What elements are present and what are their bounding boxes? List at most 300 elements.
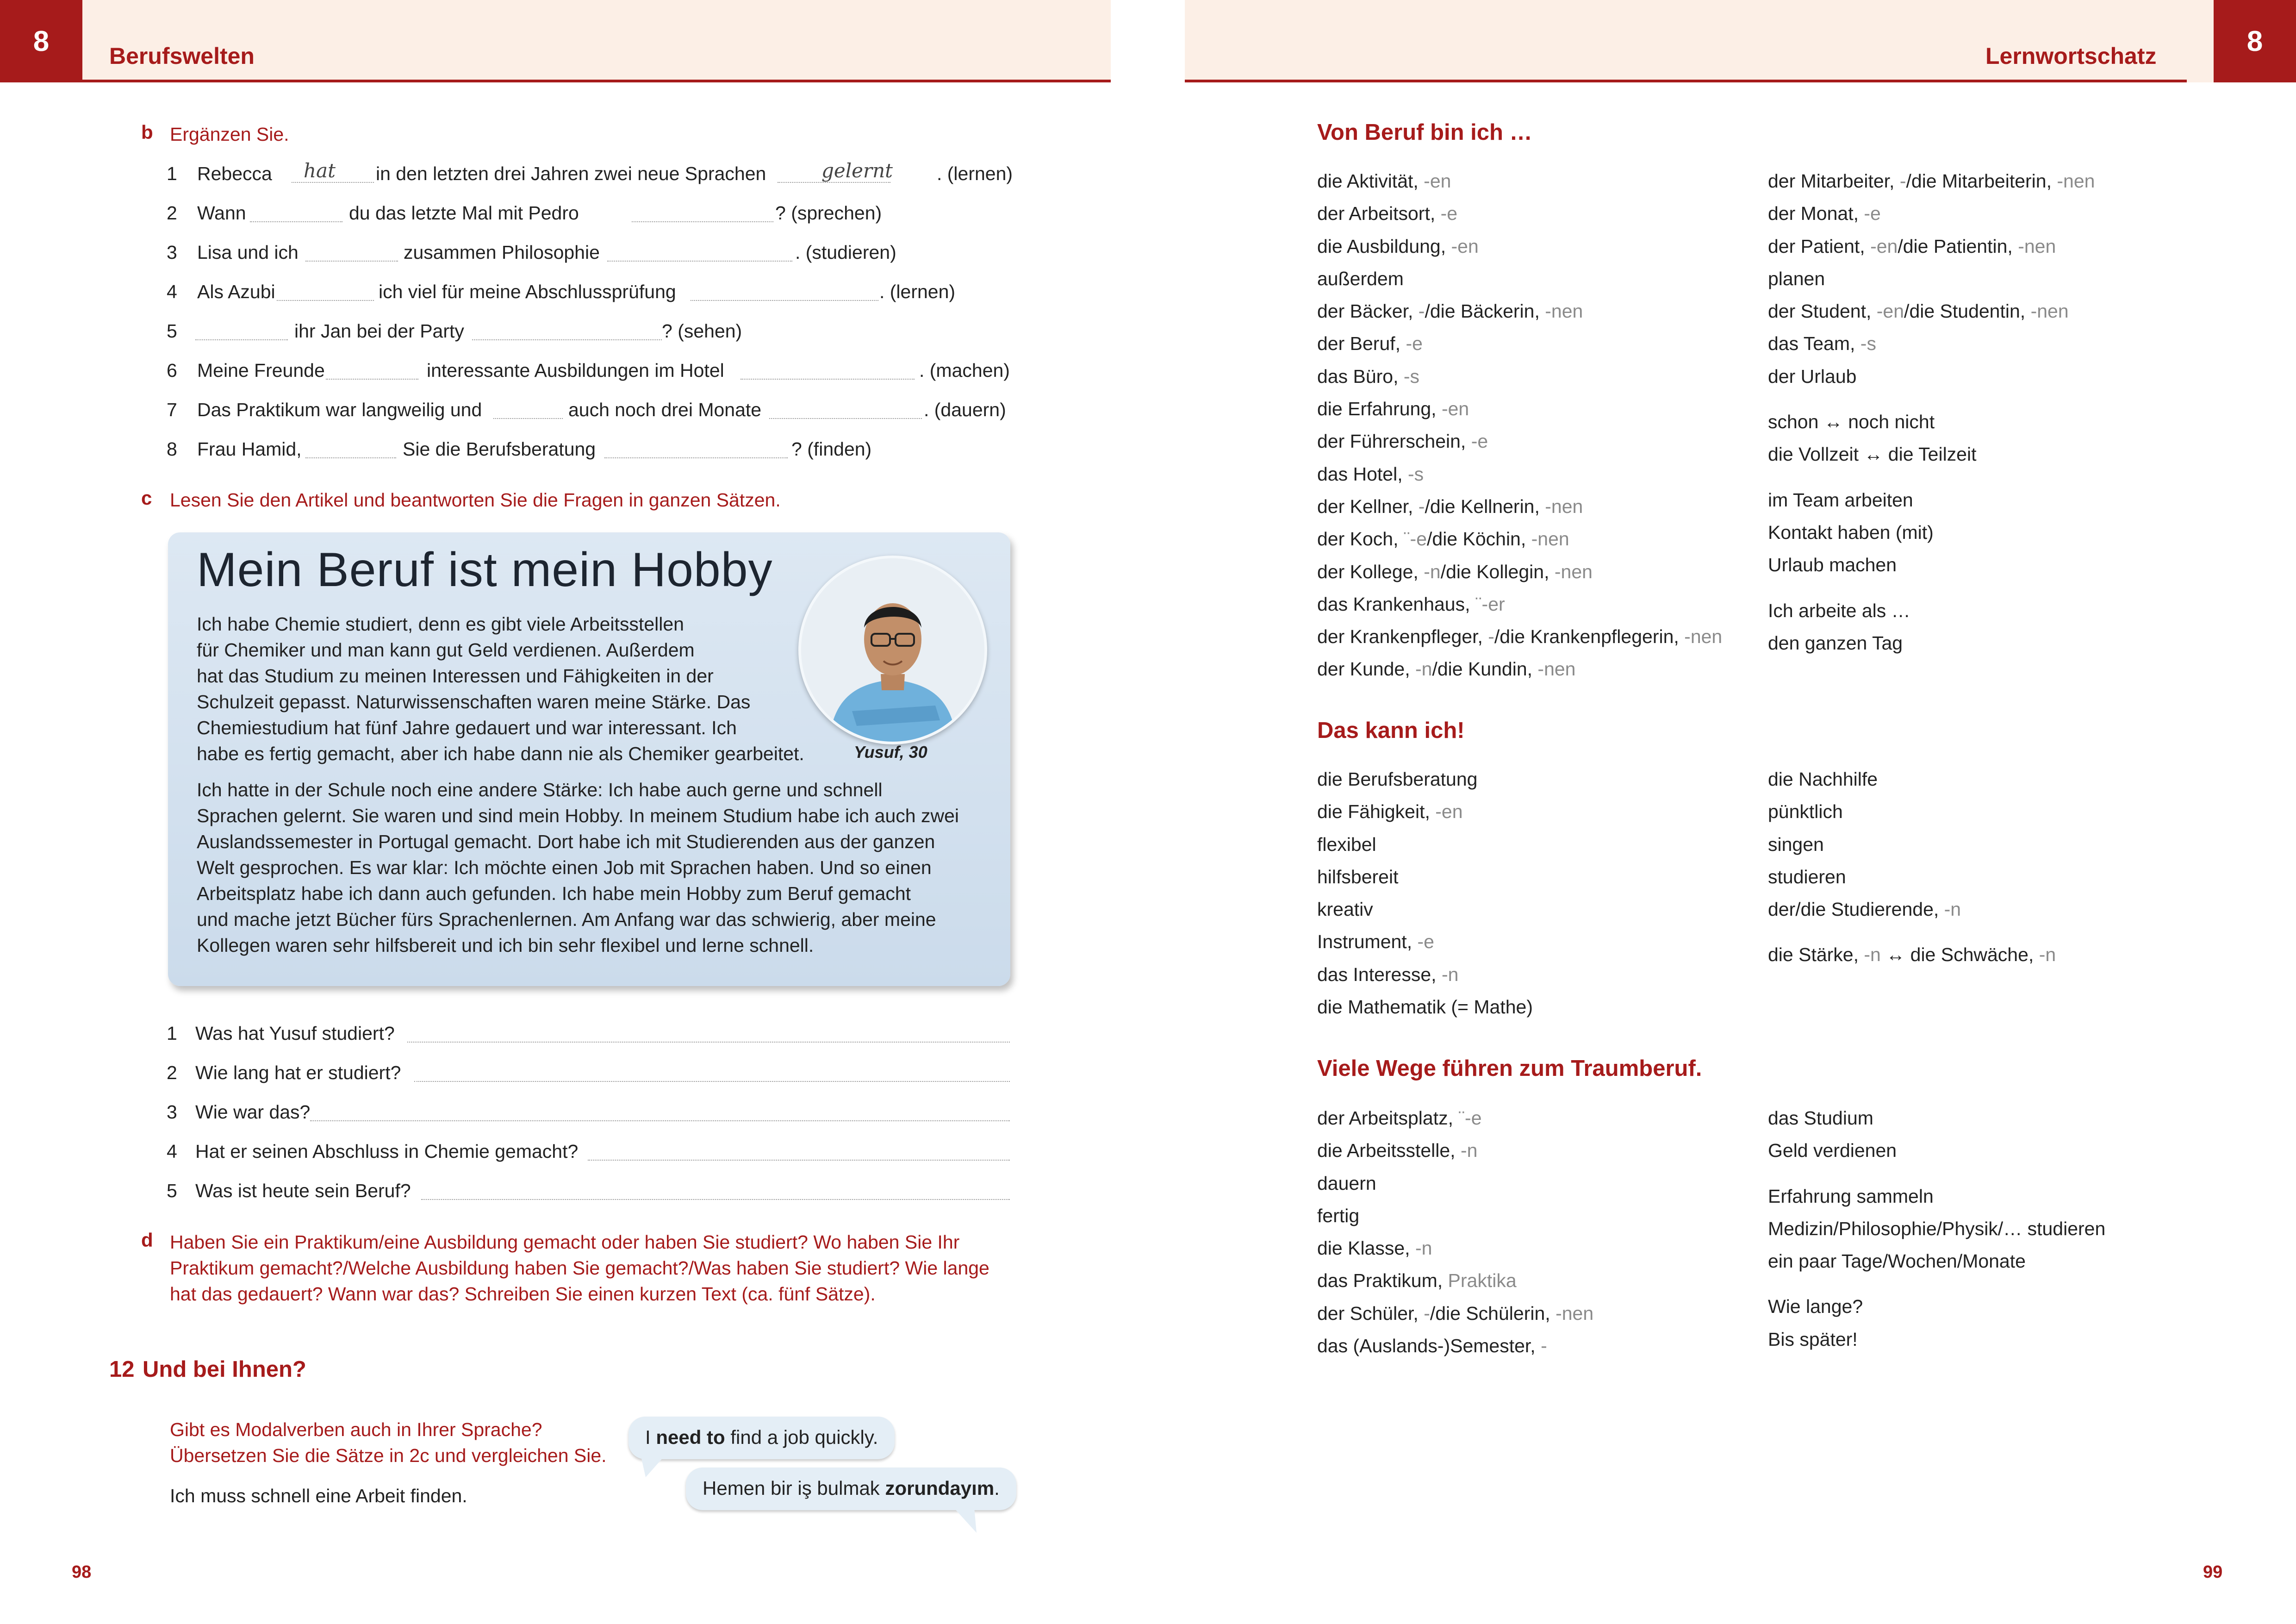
vocab-word: den ganzen Tag: [1768, 632, 1903, 654]
text-line: hat das gedauert? Wann war das? Schreiben Sie einen kurzen Text (ca. fünf Sätze).: [170, 1283, 876, 1305]
person-portrait-icon: [801, 558, 984, 742]
row-text: zusammen Philosophie: [404, 242, 600, 263]
vocab-plural: -en: [1876, 300, 1904, 322]
vocab-word: die Stärke,: [1768, 944, 1864, 966]
vocab-item: [1768, 1102, 2105, 1134]
section-title: Und bei Ihnen?: [143, 1357, 306, 1382]
text-line: und mache jetzt Bücher fürs Sprachenlernen. Am Anfang war das schwierig, aber meine: [197, 909, 936, 930]
vocab-word: Wie lange?: [1768, 1296, 1863, 1318]
answer-blank[interactable]: [604, 457, 788, 458]
speech-bubble-english: [628, 1417, 895, 1459]
vocab-word: Geld verdienen: [1768, 1140, 1897, 1162]
vocab-item: [1768, 262, 2095, 295]
row-number: 7: [167, 399, 177, 420]
vocab-word: der Arbeitsort,: [1317, 203, 1441, 225]
vocab-plural: -: [1418, 495, 1425, 517]
vocab-word: die Nachhilfe: [1768, 768, 1878, 790]
vocab-plural: -s: [1403, 365, 1420, 387]
vocab-word: das Hotel,: [1317, 463, 1408, 485]
vocab-plural: -n: [1944, 899, 1961, 920]
vocab-word: das Krankenhaus,: [1317, 593, 1475, 615]
vocab-plural: -e: [1864, 203, 1881, 225]
header-band-left: [0, 0, 1111, 82]
vocab-word: hilfsbereit: [1317, 866, 1399, 887]
vocab-plural: -: [1488, 626, 1494, 648]
row-text: Das Praktikum war langweilig und: [197, 399, 482, 420]
text-line: Auslandssemester in Portugal gemacht. Dort habe ich mit Studierenden aus der ganzen: [197, 831, 935, 852]
vocab-plural: ¨-e: [1458, 1107, 1482, 1129]
text-line: Chemiestudium hat fünf Jahre gedauert und war interessant. Ich: [197, 717, 737, 738]
vocab-word: flexibel: [1317, 833, 1376, 855]
vocab-item: [1768, 763, 2056, 795]
vocab-word: das Praktikum,: [1317, 1270, 1448, 1292]
vocab-section-heading: Das kann ich!: [1317, 718, 1465, 743]
vocab-item: [1768, 516, 2095, 549]
handwritten-answer: gelernt: [821, 159, 893, 182]
answer-blank[interactable]: [691, 300, 878, 301]
vocab-word: /die Schülerin,: [1430, 1302, 1556, 1324]
vocab-item: [1317, 1102, 1593, 1134]
vocab-item: [1768, 1323, 2105, 1355]
vocab-word: Ich arbeite als …: [1768, 600, 1910, 621]
vocab-item: [1317, 262, 1722, 295]
row-text: Rebecca: [197, 163, 272, 184]
vocab-word: der Kunde,: [1317, 658, 1415, 680]
vocab-word: die Arbeitsstelle,: [1317, 1140, 1461, 1162]
vocab-item: [1317, 230, 1722, 262]
portrait-photo: [798, 556, 987, 744]
page-number-right: 99: [2203, 1562, 2223, 1582]
question-number: 2: [167, 1062, 177, 1083]
vocab-spacer: [1768, 925, 2056, 938]
answer-blank[interactable]: [250, 221, 342, 222]
row-text: Meine Freunde: [197, 360, 325, 381]
header-title-left: Berufswelten: [109, 43, 255, 69]
vocab-word: fertig: [1317, 1205, 1360, 1226]
vocab-word: /die Köchin,: [1427, 528, 1531, 550]
answer-blank[interactable]: [277, 300, 374, 301]
exercise-c-instruction: Lesen Sie den Artikel und beantworten Sie die Fragen in ganzen Sätzen.: [170, 489, 781, 511]
vocab-plural: -en: [1451, 235, 1479, 257]
vocab-word: die Aktivität,: [1317, 170, 1424, 192]
vocab-word: die Berufsberatung: [1317, 768, 1478, 790]
row-text: ? (sprechen): [775, 202, 882, 224]
row-number: 4: [167, 281, 177, 302]
vocab-word: der Führerschein,: [1317, 431, 1471, 452]
vocab-word: die Mathematik (= Mathe): [1317, 996, 1533, 1018]
vocab-word: der Beruf,: [1317, 333, 1406, 355]
text-line: Ich hatte in der Schule noch eine andere Stärke: Ich habe auch gerne und schnell: [197, 779, 883, 800]
vocab-item: [1317, 991, 1533, 1023]
answer-blank[interactable]: [632, 221, 773, 222]
vocab-word: schon ↔ noch nicht: [1768, 411, 1935, 433]
vocab-spacer: [1768, 1167, 2105, 1180]
vocab-item: [1768, 549, 2095, 581]
question-number: 3: [167, 1101, 177, 1123]
vocab-plural: -n: [1460, 1140, 1478, 1162]
vocab-word: /die Krankenpflegerin,: [1494, 626, 1685, 648]
vocab-item: [1768, 1212, 2105, 1245]
vocab-plural: -: [1424, 1302, 1430, 1324]
vocab-plural: -e: [1417, 931, 1434, 953]
vocab-item: [1317, 1134, 1593, 1167]
vocab-item: [1768, 438, 2095, 470]
vocab-plural: -nen: [2018, 235, 2056, 257]
vocab-section-heading: Von Beruf bin ich …: [1317, 120, 1532, 145]
vocab-item: [1317, 327, 1722, 360]
article-paragraph-1: [197, 611, 804, 767]
vocab-plural: -n: [1424, 561, 1441, 582]
row-text: Als Azubi: [197, 281, 275, 302]
vocab-item: [1317, 197, 1722, 230]
vocab-item: [1317, 393, 1722, 425]
example-sentence: Ich muss schnell eine Arbeit finden.: [170, 1485, 467, 1506]
row-text: interessante Ausbildungen im Hotel: [427, 360, 724, 381]
bubble-tail-icon: [639, 1456, 666, 1480]
answer-line[interactable]: [414, 1081, 1010, 1082]
vocab-column: [1768, 165, 2095, 659]
row-text: ? (finden): [791, 438, 872, 460]
photo-caption: Yusuf, 30: [854, 743, 927, 762]
vocab-item: [1768, 230, 2095, 262]
vocab-item: [1768, 627, 2095, 659]
vocab-word: die Ausbildung,: [1317, 235, 1451, 257]
vocab-word: ein paar Tage/Wochen/Monate: [1768, 1250, 2026, 1272]
vocab-item: [1317, 763, 1533, 795]
vocab-plural: -e: [1406, 333, 1423, 355]
vocab-word: Erfahrung sammeln: [1768, 1185, 1934, 1207]
vocab-item: [1317, 1167, 1593, 1199]
vocab-word: der Monat,: [1768, 203, 1864, 225]
vocab-word: der Patient,: [1768, 235, 1871, 257]
vocab-word: pünktlich: [1768, 801, 1843, 823]
vocab-item: [1768, 197, 2095, 230]
vocab-plural: -: [1418, 300, 1425, 322]
vocab-word: studieren: [1768, 866, 1846, 887]
question-text: Wie war das?: [195, 1101, 311, 1123]
exercise-d-label: d: [141, 1229, 153, 1251]
text-line: Kollegen waren sehr hilfsbereit und ich bin sehr flexibel und lerne schnell.: [197, 935, 814, 956]
vocab-plural: -e: [1440, 203, 1458, 225]
vocab-word: die Klasse,: [1317, 1237, 1415, 1259]
header-rule-left: [82, 80, 1111, 82]
text-line: Schulzeit gepasst. Naturwissenschaften waren meine Stärke. Das: [197, 691, 751, 712]
vocab-plural: -nen: [1556, 1302, 1594, 1324]
vocab-item: [1317, 490, 1722, 523]
row-text: ? (sehen): [662, 320, 742, 342]
vocab-plural: -en: [1424, 170, 1451, 192]
vocab-item: [1768, 795, 2056, 828]
row-number: 2: [167, 202, 177, 224]
row-text: Frau Hamid,: [197, 438, 302, 460]
vocab-word: die Vollzeit ↔ die Teilzeit: [1768, 443, 1977, 465]
vocab-item: [1768, 165, 2095, 197]
row-text: . (studieren): [795, 242, 896, 263]
vocab-plural: ¨-e: [1403, 528, 1427, 550]
vocab-item: [1768, 861, 2056, 893]
vocab-spacer: [1768, 1277, 2105, 1290]
vocab-plural: -s: [1408, 463, 1424, 485]
vocab-word: ↔ die Schwäche,: [1880, 944, 2039, 966]
bubble-text: .: [994, 1477, 1000, 1499]
vocab-word: die Fähigkeit,: [1317, 801, 1436, 823]
bubble-text: Hemen bir iş bulmak: [703, 1477, 885, 1499]
vocab-plural: -nen: [1531, 528, 1569, 550]
section-number: 12: [109, 1357, 135, 1382]
answer-blank[interactable]: [195, 339, 288, 340]
vocab-section-heading: Viele Wege führen zum Traumberuf.: [1317, 1056, 1702, 1081]
row-number: 3: [167, 242, 177, 263]
vocab-column: [1317, 165, 1722, 686]
header-band-right: [1185, 0, 2296, 82]
vocab-plural: -n: [2039, 944, 2056, 966]
section-12-instruction: [170, 1417, 607, 1468]
article-paragraph-2: [197, 777, 959, 958]
row-text: du das letzte Mal mit Pedro: [349, 202, 579, 224]
vocab-spacer: [1768, 581, 2095, 594]
row-text: Wann: [197, 202, 246, 224]
vocab-item: [1317, 620, 1722, 653]
vocab-word: kreativ: [1317, 899, 1373, 920]
vocab-item: [1317, 653, 1722, 685]
vocab-word: der Koch,: [1317, 528, 1404, 550]
vocab-word: der Mitarbeiter,: [1768, 170, 1900, 192]
vocab-item: [1768, 594, 2095, 627]
vocab-word: /die Studentin,: [1904, 300, 2031, 322]
vocab-plural: -nen: [2057, 170, 2095, 192]
answer-line[interactable]: [407, 1042, 1010, 1043]
vocab-plural: -e: [1471, 431, 1488, 452]
row-text: Lisa und ich: [197, 242, 299, 263]
exercise-b-label: b: [141, 121, 153, 143]
vocab-plural: -en: [1870, 235, 1898, 257]
row-number: 8: [167, 438, 177, 460]
page-number-left: 98: [72, 1562, 92, 1582]
text-line: für Chemiker und man kann gut Geld verdienen. Außerdem: [197, 639, 695, 661]
vocab-plural: -nen: [1684, 626, 1723, 648]
vocab-column: [1317, 763, 1533, 1023]
row-text: ihr Jan bei der Party: [294, 320, 464, 342]
vocab-word: der Krankenpfleger,: [1317, 626, 1488, 648]
vocab-word: /die Kundin,: [1432, 658, 1538, 680]
vocab-column: [1317, 1102, 1593, 1362]
question-number: 5: [167, 1180, 177, 1201]
vocab-item: [1768, 828, 2056, 861]
text-line: habe es fertig gemacht, aber ich habe dann nie als Chemiker gearbeitet.: [197, 743, 804, 764]
vocab-item: [1317, 588, 1722, 620]
vocab-word: der Urlaub: [1768, 365, 1857, 387]
vocab-item: [1768, 484, 2095, 516]
chapter-badge-right: 8: [2214, 0, 2296, 82]
vocab-word: der Kollege,: [1317, 561, 1424, 582]
vocab-plural: -n: [1415, 658, 1432, 680]
text-line: Gibt es Modalverben auch in Ihrer Sprache?: [170, 1419, 542, 1440]
vocab-item: [1317, 893, 1533, 925]
vocab-plural: -nen: [1545, 300, 1583, 322]
article-box: [168, 532, 1010, 986]
vocab-word: das (Auslands-)Semester,: [1317, 1335, 1541, 1357]
vocab-word: /die Kollegin,: [1440, 561, 1555, 582]
row-number: 6: [167, 360, 177, 381]
vocab-column: [1768, 1102, 2105, 1355]
vocab-plural: -nen: [1537, 658, 1576, 680]
text-line: Übersetzen Sie die Sätze in 2c und vergleichen Sie.: [170, 1445, 607, 1466]
row-text: . (lernen): [879, 281, 956, 302]
vocab-item: [1317, 1232, 1593, 1264]
vocab-plural: -n: [1864, 944, 1881, 966]
vocab-plural: -nen: [1554, 561, 1593, 582]
vocab-item: [1317, 828, 1533, 861]
vocab-plural: -: [1541, 1335, 1547, 1357]
text-line: hat das Studium zu meinen Interessen und Fähigkeiten in der: [197, 665, 714, 687]
vocab-word: der Student,: [1768, 300, 1877, 322]
vocab-word: der Schüler,: [1317, 1302, 1424, 1324]
vocab-item: [1768, 360, 2095, 393]
vocab-word: die Erfahrung,: [1317, 398, 1442, 420]
vocab-item: [1317, 360, 1722, 393]
question-number: 4: [167, 1141, 177, 1162]
exercise-b-instruction: Ergänzen Sie.: [170, 124, 289, 145]
bubble-bold: zorundayım: [885, 1477, 995, 1499]
vocab-word: das Büro,: [1317, 365, 1404, 387]
vocab-word: das Team,: [1768, 333, 1860, 355]
bubble-text: I: [645, 1426, 656, 1448]
bubble-text: find a job quickly.: [725, 1426, 878, 1448]
vocab-word: Bis später!: [1768, 1328, 1858, 1350]
vocab-item: [1317, 1330, 1593, 1362]
vocab-item: [1317, 523, 1722, 555]
answer-blank[interactable]: [305, 457, 396, 458]
vocab-spacer: [1768, 471, 2095, 484]
vocab-word: im Team arbeiten: [1768, 489, 1913, 511]
answer-line[interactable]: [588, 1160, 1010, 1161]
vocab-word: planen: [1768, 268, 1825, 289]
vocab-plural: Praktika: [1448, 1270, 1517, 1292]
vocab-word: /die Mitarbeiterin,: [1906, 170, 2057, 192]
row-text: . (lernen): [937, 163, 1013, 184]
vocab-plural: ¨-er: [1475, 593, 1505, 615]
text-line: Sprachen gelernt. Sie waren und sind mein Hobby. In meinem Studium habe ich auch zwei: [197, 805, 959, 826]
vocab-word: Urlaub machen: [1768, 554, 1897, 576]
vocab-word: der/die Studierende,: [1768, 899, 1944, 920]
answer-line[interactable]: [310, 1120, 1010, 1121]
vocab-item: [1768, 1180, 2105, 1212]
vocab-item: [1768, 938, 2056, 971]
text-line: Welt gesprochen. Es war klar: Ich möchte einen Job mit Sprachen haben. Und so einen: [197, 857, 932, 878]
vocab-word: der Arbeitsplatz,: [1317, 1107, 1459, 1129]
vocab-word: der Kellner,: [1317, 495, 1419, 517]
vocab-plural: -nen: [1545, 495, 1583, 517]
vocab-item: [1768, 406, 2095, 438]
answer-blank[interactable]: [305, 261, 398, 262]
vocab-plural: -nen: [2030, 300, 2069, 322]
vocab-word: der Bäcker,: [1317, 300, 1419, 322]
vocab-item: [1768, 327, 2095, 360]
vocab-word: Kontakt haben (mit): [1768, 521, 1934, 543]
bubble-tail-icon: [953, 1507, 981, 1535]
text-line: Arbeitsplatz habe ich dann auch gefunden. Ich habe mein Hobby zum Beruf gemacht: [197, 883, 911, 904]
row-text: auch noch drei Monate: [568, 399, 762, 420]
vocab-item: [1768, 893, 2056, 925]
vocab-item: [1317, 1199, 1593, 1232]
vocab-word: dauern: [1317, 1172, 1376, 1194]
vocab-plural: -n: [1441, 963, 1459, 985]
answer-blank[interactable]: [769, 418, 922, 419]
vocab-plural: -: [1899, 170, 1906, 192]
vocab-word: Instrument,: [1317, 931, 1418, 953]
vocab-item: [1317, 861, 1533, 893]
vocab-word: /die Kellnerin,: [1425, 495, 1545, 517]
row-number: 5: [167, 320, 177, 342]
vocab-item: [1317, 556, 1722, 588]
vocab-plural: -en: [1441, 398, 1469, 420]
question-text: Wie lang hat er studiert?: [195, 1062, 401, 1083]
vocab-item: [1317, 458, 1722, 490]
row-text: . (dauern): [924, 399, 1006, 420]
vocab-plural: -en: [1435, 801, 1463, 823]
vocab-word: das Studium: [1768, 1107, 1873, 1129]
answer-blank[interactable]: [326, 379, 418, 380]
header-rule-right: [1185, 80, 2187, 82]
vocab-item: [1768, 1290, 2105, 1323]
vocab-item: [1317, 958, 1533, 991]
vocab-column: [1768, 763, 2056, 971]
exercise-d-instruction: [170, 1229, 989, 1307]
vocab-spacer: [1768, 393, 2095, 406]
vocab-item: [1317, 795, 1533, 828]
question-number: 1: [167, 1023, 177, 1044]
vocab-word: außerdem: [1317, 268, 1404, 289]
chapter-badge-left: 8: [0, 0, 82, 82]
vocab-word: Medizin/Philosophie/Physik/… studieren: [1768, 1218, 2106, 1239]
question-text: Hat er seinen Abschluss in Chemie gemacht?: [195, 1141, 579, 1162]
row-text: . (machen): [919, 360, 1010, 381]
text-line: Haben Sie ein Praktikum/eine Ausbildung gemacht oder haben Sie studiert? Wo haben Sie Ihr: [170, 1231, 960, 1253]
vocab-item: [1317, 1264, 1593, 1297]
vocab-item: [1317, 1297, 1593, 1330]
vocab-item: [1317, 925, 1533, 958]
vocab-word: /die Patientin,: [1898, 235, 2018, 257]
bubble-bold: need to: [656, 1426, 725, 1448]
exercise-c-label: c: [141, 487, 152, 509]
text-line: Ich habe Chemie studiert, denn es gibt viele Arbeitsstellen: [197, 613, 684, 635]
header-title-right: Lernwortschatz: [1985, 43, 2157, 69]
speech-bubble-turkish: [686, 1468, 1016, 1510]
vocab-item: [1768, 1245, 2105, 1277]
vocab-item: [1317, 165, 1722, 197]
vocab-item: [1768, 1134, 2105, 1167]
handwritten-answer: hat: [304, 159, 336, 182]
vocab-word: das Interesse,: [1317, 963, 1442, 985]
answer-line[interactable]: [421, 1199, 1010, 1200]
question-text: Was hat Yusuf studiert?: [195, 1023, 395, 1044]
row-text: Sie die Berufsberatung: [403, 438, 596, 460]
row-text: ich viel für meine Abschlussprüfung: [379, 281, 676, 302]
vocab-plural: -s: [1860, 333, 1876, 355]
vocab-plural: -n: [1415, 1237, 1432, 1259]
answer-blank[interactable]: [607, 261, 792, 262]
vocab-item: [1768, 295, 2095, 327]
answer-blank[interactable]: [493, 418, 563, 419]
answer-blank[interactable]: [472, 339, 662, 340]
answer-blank[interactable]: [740, 379, 915, 380]
question-text: Was ist heute sein Beruf?: [195, 1180, 411, 1201]
vocab-word: /die Bäckerin,: [1425, 300, 1545, 322]
row-number: 1: [167, 163, 177, 184]
text-line: Praktikum gemacht?/Welche Ausbildung haben Sie gemacht?/Was haben Sie studiert? Wie lange: [170, 1257, 989, 1279]
row-text: in den letzten drei Jahren zwei neue Sprachen: [376, 163, 766, 184]
vocab-item: [1317, 295, 1722, 327]
